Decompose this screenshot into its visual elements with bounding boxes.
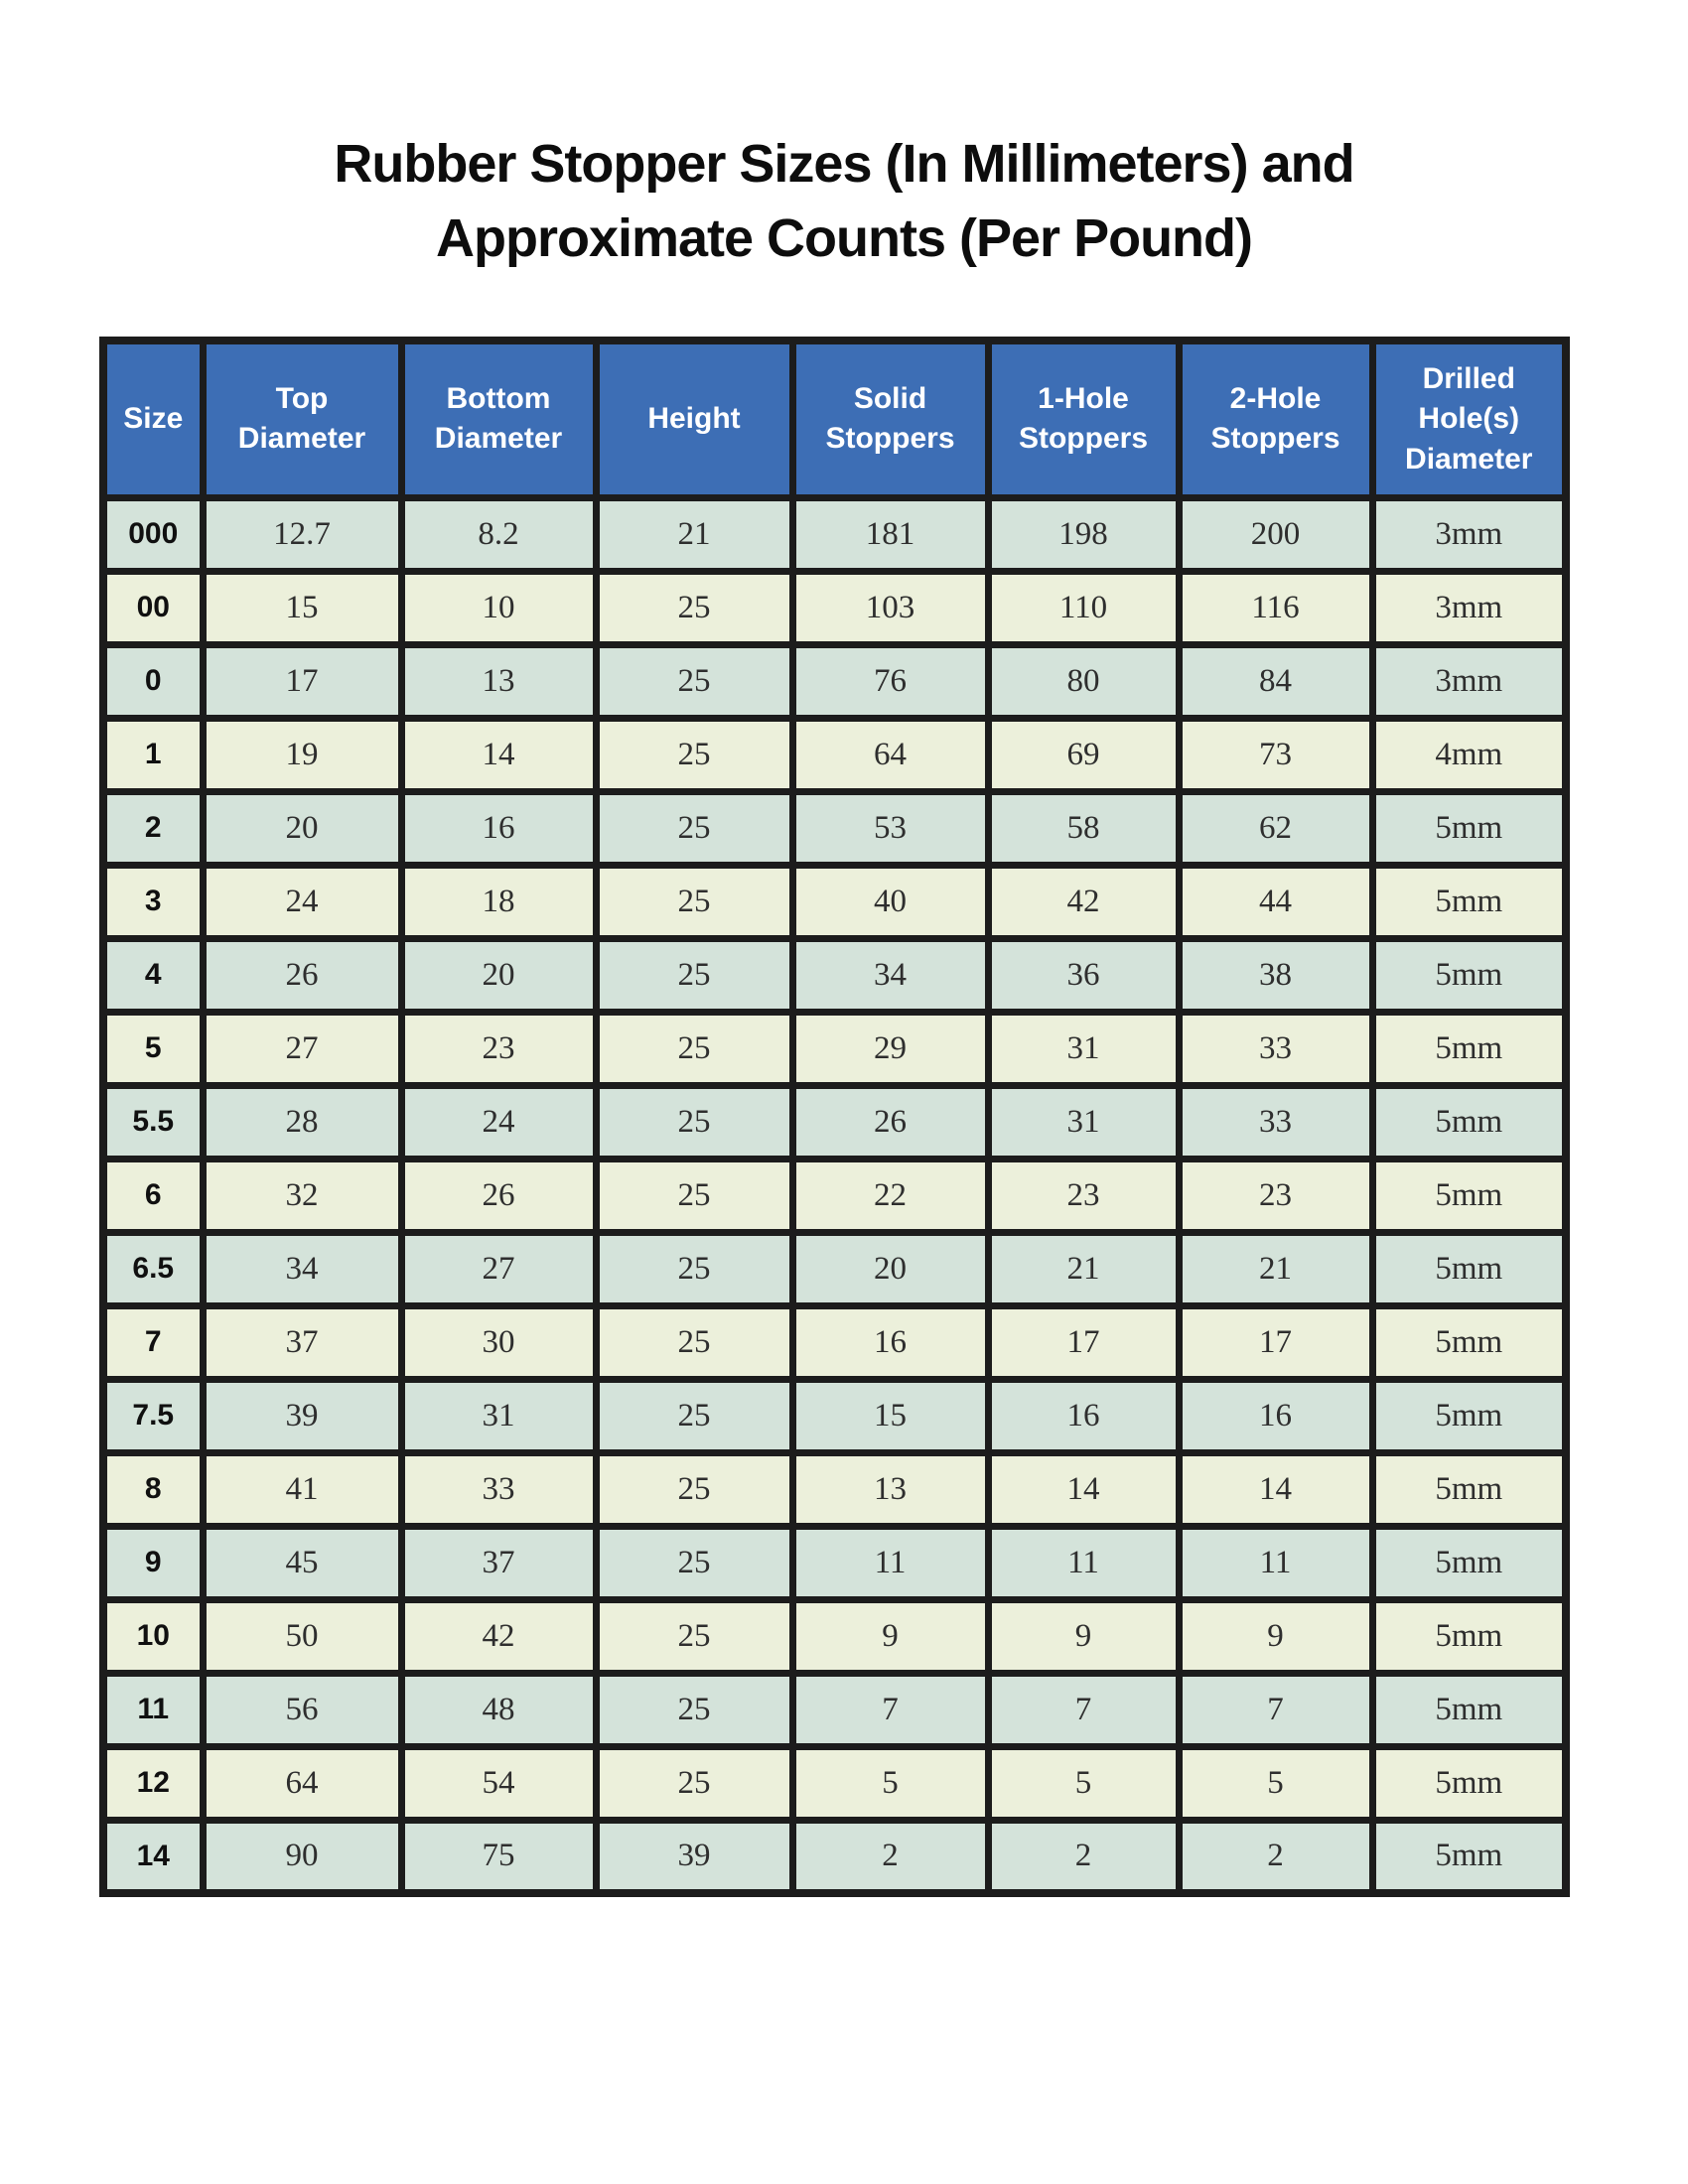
data-cell: 5mm [1372, 1085, 1566, 1159]
data-cell: 16 [792, 1305, 988, 1379]
data-cell: 5mm [1372, 865, 1566, 938]
data-cell: 5mm [1372, 938, 1566, 1012]
data-cell: 20 [792, 1232, 988, 1305]
table-row-size-1 [103, 718, 1566, 791]
size-cell: 6 [103, 1159, 203, 1232]
data-cell: 5mm [1372, 1746, 1566, 1820]
size-cell: 8 [103, 1452, 203, 1526]
header-cell-solid-stoppers: Solid Stoppers [792, 341, 988, 497]
data-cell: 5mm [1372, 1599, 1566, 1673]
data-cell: 25 [596, 791, 792, 865]
header-cell-drilled-hole-s-diameter: Drilled Hole(s) Diameter [1372, 341, 1566, 497]
table-row-size-9 [103, 1526, 1566, 1599]
data-cell: 34 [203, 1232, 401, 1305]
table-row-size-6.5 [103, 1232, 1566, 1305]
data-cell: 32 [203, 1159, 401, 1232]
data-cell: 14 [401, 718, 596, 791]
data-cell: 5 [988, 1746, 1179, 1820]
data-cell: 5mm [1372, 1452, 1566, 1526]
data-cell: 5mm [1372, 1012, 1566, 1085]
size-cell: 6.5 [103, 1232, 203, 1305]
data-cell: 5mm [1372, 1305, 1566, 1379]
data-cell: 31 [988, 1012, 1179, 1085]
data-cell: 110 [988, 571, 1179, 644]
table-row-size-3 [103, 865, 1566, 938]
table-body [103, 497, 1566, 1893]
data-cell: 116 [1179, 571, 1372, 644]
data-cell: 69 [988, 718, 1179, 791]
data-cell: 23 [401, 1012, 596, 1085]
data-cell: 103 [792, 571, 988, 644]
data-cell: 90 [203, 1820, 401, 1893]
size-cell: 00 [103, 571, 203, 644]
data-cell: 29 [792, 1012, 988, 1085]
header-cell-bottom-diameter: Bottom Diameter [401, 341, 596, 497]
header-cell-top-diameter: Top Diameter [203, 341, 401, 497]
data-cell: 3mm [1372, 644, 1566, 718]
table-row-size-2 [103, 791, 1566, 865]
data-cell: 17 [203, 644, 401, 718]
data-cell: 14 [988, 1452, 1179, 1526]
data-cell: 64 [792, 718, 988, 791]
table-header [103, 341, 1566, 497]
data-cell: 2 [1179, 1820, 1372, 1893]
table-row-size-5 [103, 1012, 1566, 1085]
data-cell: 25 [596, 1305, 792, 1379]
data-cell: 17 [988, 1305, 1179, 1379]
data-cell: 40 [792, 865, 988, 938]
size-cell: 7.5 [103, 1379, 203, 1452]
data-cell: 54 [401, 1746, 596, 1820]
data-cell: 25 [596, 644, 792, 718]
data-cell: 5mm [1372, 1379, 1566, 1452]
table-row-size-14 [103, 1820, 1566, 1893]
data-cell: 75 [401, 1820, 596, 1893]
data-cell: 7 [792, 1673, 988, 1746]
data-cell: 19 [203, 718, 401, 791]
size-cell: 4 [103, 938, 203, 1012]
data-cell: 34 [792, 938, 988, 1012]
data-cell: 5mm [1372, 1673, 1566, 1746]
data-cell: 4mm [1372, 718, 1566, 791]
table-row-size-5.5 [103, 1085, 1566, 1159]
data-cell: 11 [1179, 1526, 1372, 1599]
table-row-size-8 [103, 1452, 1566, 1526]
size-cell: 12 [103, 1746, 203, 1820]
header-cell-1-hole-stoppers: 1-Hole Stoppers [988, 341, 1179, 497]
table-row-size-11 [103, 1673, 1566, 1746]
data-cell: 25 [596, 1085, 792, 1159]
data-cell: 25 [596, 718, 792, 791]
data-cell: 14 [1179, 1452, 1372, 1526]
data-cell: 8.2 [401, 497, 596, 571]
data-cell: 26 [792, 1085, 988, 1159]
data-cell: 73 [1179, 718, 1372, 791]
data-cell: 12.7 [203, 497, 401, 571]
data-cell: 5 [1179, 1746, 1372, 1820]
data-cell: 25 [596, 1379, 792, 1452]
data-cell: 25 [596, 1012, 792, 1085]
data-cell: 25 [596, 938, 792, 1012]
data-cell: 28 [203, 1085, 401, 1159]
data-cell: 84 [1179, 644, 1372, 718]
data-cell: 30 [401, 1305, 596, 1379]
data-cell: 3mm [1372, 497, 1566, 571]
data-cell: 50 [203, 1599, 401, 1673]
table-row-size-7.5 [103, 1379, 1566, 1452]
data-cell: 11 [792, 1526, 988, 1599]
size-cell: 000 [103, 497, 203, 571]
data-cell: 36 [988, 938, 1179, 1012]
data-cell: 58 [988, 791, 1179, 865]
data-cell: 26 [401, 1159, 596, 1232]
header-cell-height: Height [596, 341, 792, 497]
data-cell: 24 [401, 1085, 596, 1159]
data-cell: 18 [401, 865, 596, 938]
data-cell: 45 [203, 1526, 401, 1599]
data-cell: 64 [203, 1746, 401, 1820]
data-cell: 7 [988, 1673, 1179, 1746]
data-cell: 16 [401, 791, 596, 865]
data-cell: 25 [596, 1673, 792, 1746]
size-cell: 0 [103, 644, 203, 718]
data-cell: 41 [203, 1452, 401, 1526]
data-cell: 7 [1179, 1673, 1372, 1746]
rubber-stopper-size-table [99, 337, 1570, 1897]
page-title [0, 0, 1688, 275]
table-row-size-10 [103, 1599, 1566, 1673]
data-cell: 198 [988, 497, 1179, 571]
table-row-size-6 [103, 1159, 1566, 1232]
table-row-size-000 [103, 497, 1566, 571]
table-row-size-0 [103, 644, 1566, 718]
data-cell: 80 [988, 644, 1179, 718]
size-cell: 10 [103, 1599, 203, 1673]
data-cell: 5mm [1372, 1232, 1566, 1305]
data-cell: 3mm [1372, 571, 1566, 644]
data-cell: 5mm [1372, 1820, 1566, 1893]
data-cell: 22 [792, 1159, 988, 1232]
data-cell: 33 [401, 1452, 596, 1526]
data-cell: 39 [596, 1820, 792, 1893]
data-cell: 25 [596, 1452, 792, 1526]
data-cell: 2 [792, 1820, 988, 1893]
data-cell: 9 [988, 1599, 1179, 1673]
table-row-size-12 [103, 1746, 1566, 1820]
data-cell: 53 [792, 791, 988, 865]
data-cell: 20 [203, 791, 401, 865]
page-title-line-2: Approximate Counts (Per Pound) [435, 207, 1253, 268]
data-cell: 42 [988, 865, 1179, 938]
data-cell: 21 [988, 1232, 1179, 1305]
data-cell: 27 [401, 1232, 596, 1305]
size-cell: 5.5 [103, 1085, 203, 1159]
data-cell: 20 [401, 938, 596, 1012]
data-cell: 21 [596, 497, 792, 571]
data-cell: 13 [792, 1452, 988, 1526]
table-row-size-7 [103, 1305, 1566, 1379]
data-cell: 24 [203, 865, 401, 938]
data-cell: 16 [1179, 1379, 1372, 1452]
data-cell: 15 [792, 1379, 988, 1452]
size-cell: 7 [103, 1305, 203, 1379]
data-cell: 25 [596, 865, 792, 938]
data-cell: 21 [1179, 1232, 1372, 1305]
data-cell: 27 [203, 1012, 401, 1085]
data-cell: 33 [1179, 1012, 1372, 1085]
data-cell: 25 [596, 1526, 792, 1599]
header-cell-2-hole-stoppers: 2-Hole Stoppers [1179, 341, 1372, 497]
data-cell: 38 [1179, 938, 1372, 1012]
data-cell: 42 [401, 1599, 596, 1673]
table-row-size-00 [103, 571, 1566, 644]
data-cell: 17 [1179, 1305, 1372, 1379]
size-cell: 5 [103, 1012, 203, 1085]
data-cell: 15 [203, 571, 401, 644]
size-cell: 14 [103, 1820, 203, 1893]
data-cell: 5mm [1372, 1159, 1566, 1232]
size-cell: 1 [103, 718, 203, 791]
data-cell: 181 [792, 497, 988, 571]
data-cell: 23 [1179, 1159, 1372, 1232]
header-cell-size: Size [103, 341, 203, 497]
data-cell: 25 [596, 571, 792, 644]
data-cell: 76 [792, 644, 988, 718]
data-cell: 48 [401, 1673, 596, 1746]
data-cell: 26 [203, 938, 401, 1012]
data-cell: 5mm [1372, 1526, 1566, 1599]
data-cell: 25 [596, 1232, 792, 1305]
table-header-row [103, 341, 1566, 497]
size-cell: 3 [103, 865, 203, 938]
data-cell: 200 [1179, 497, 1372, 571]
size-cell: 2 [103, 791, 203, 865]
data-cell: 23 [988, 1159, 1179, 1232]
data-cell: 16 [988, 1379, 1179, 1452]
data-cell: 9 [792, 1599, 988, 1673]
data-cell: 25 [596, 1746, 792, 1820]
data-cell: 5 [792, 1746, 988, 1820]
size-cell: 11 [103, 1673, 203, 1746]
data-cell: 31 [401, 1379, 596, 1452]
data-cell: 56 [203, 1673, 401, 1746]
size-cell: 9 [103, 1526, 203, 1599]
data-cell: 5mm [1372, 791, 1566, 865]
table-row-size-4 [103, 938, 1566, 1012]
data-cell: 2 [988, 1820, 1179, 1893]
data-cell: 31 [988, 1085, 1179, 1159]
data-cell: 33 [1179, 1085, 1372, 1159]
data-cell: 39 [203, 1379, 401, 1452]
data-cell: 37 [401, 1526, 596, 1599]
data-cell: 37 [203, 1305, 401, 1379]
data-cell: 13 [401, 644, 596, 718]
data-cell: 9 [1179, 1599, 1372, 1673]
data-cell: 44 [1179, 865, 1372, 938]
data-cell: 25 [596, 1159, 792, 1232]
page-title-line-1: Rubber Stopper Sizes (In Millimeters) and [334, 134, 1354, 194]
data-cell: 11 [988, 1526, 1179, 1599]
data-cell: 62 [1179, 791, 1372, 865]
data-cell: 25 [596, 1599, 792, 1673]
data-cell: 10 [401, 571, 596, 644]
